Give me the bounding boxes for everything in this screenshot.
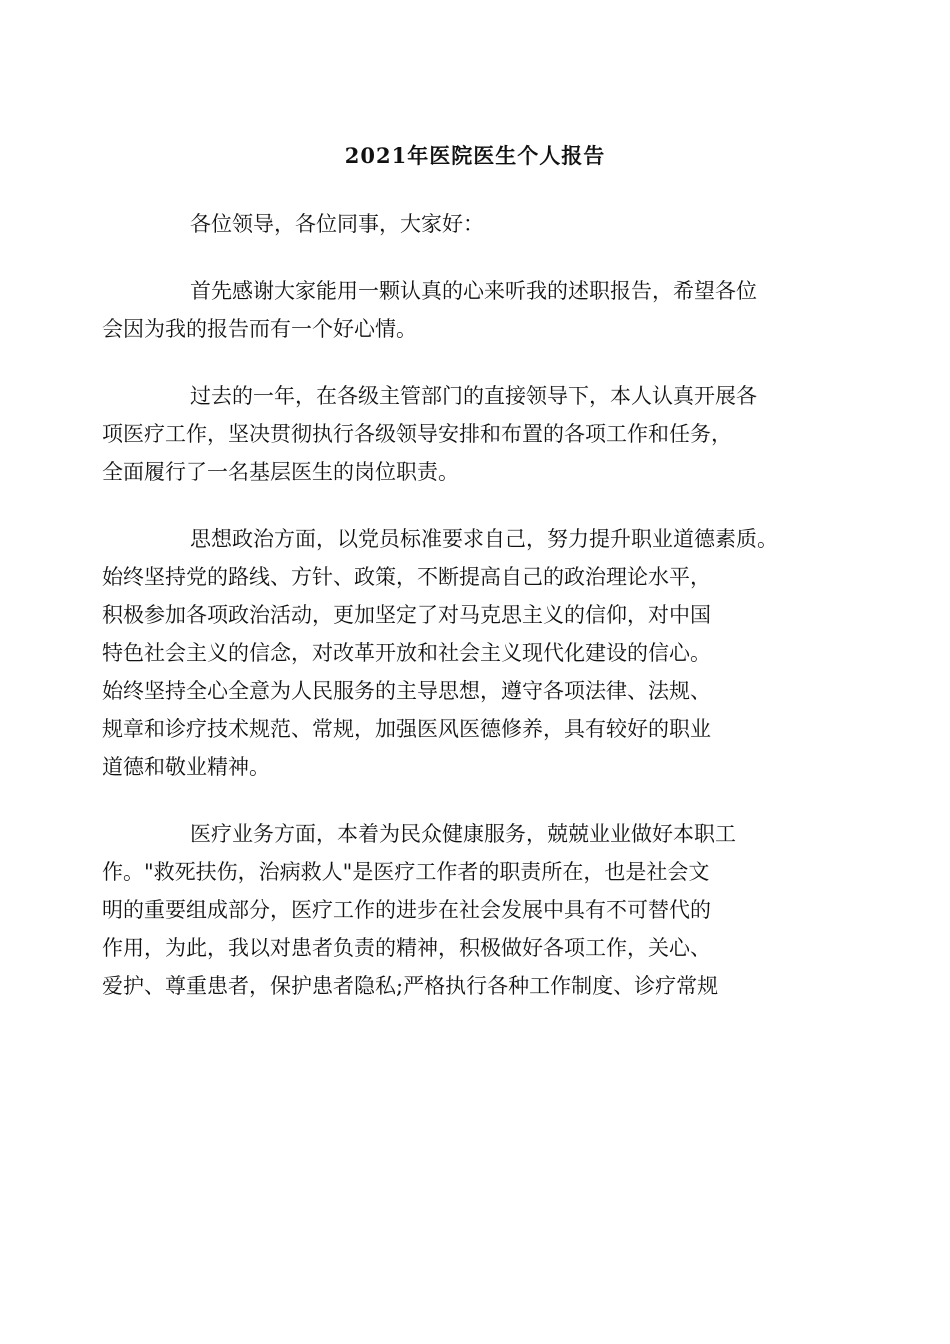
text-line: 思想政治方面，以党员标准要求自己，努力提升职业道德素质。 <box>190 527 778 551</box>
text-line: 始终坚持党的路线、方针、政策，不断提高自己的政治理论水平， <box>102 565 711 589</box>
paragraph-opening <box>102 272 806 348</box>
paragraph-political <box>102 520 806 786</box>
document-body <box>102 205 806 1034</box>
text-line: 过去的一年，在各级主管部门的直接领导下，本人认真开展各 <box>190 384 757 408</box>
text-line: 会因为我的报告而有一个好心情。 <box>102 317 417 341</box>
text-line: 规章和诊疗技术规范、常规，加强医风医德修养，具有较好的职业 <box>102 717 711 741</box>
text-line: 全面履行了一名基层医生的岗位职责。 <box>102 460 459 484</box>
text-line: 医疗业务方面，本着为民众健康服务，兢兢业业做好本职工 <box>190 822 736 846</box>
text-line: 始终坚持全心全意为人民服务的主导思想，遵守各项法律、法规、 <box>102 679 711 703</box>
text-line: 项医疗工作，坚决贯彻执行各级领导安排和布置的各项工作和任务， <box>102 422 732 446</box>
text-line: 爱护、尊重患者，保护患者隐私;严格执行各种工作制度、诊疗常规 <box>102 974 719 998</box>
text-line: 作用，为此，我以对患者负责的精神，积极做好各项工作，关心、 <box>102 936 711 960</box>
text-line: 道德和敬业精神。 <box>102 755 270 779</box>
paragraph-greeting <box>146 205 806 243</box>
text-line: 明的重要组成部分，医疗工作的进步在社会发展中具有不可替代的 <box>102 898 711 922</box>
text-line: 积极参加各项政治活动，更加坚定了对马克思主义的信仰，对中国 <box>102 603 711 627</box>
text-line: 首先感谢大家能用一颗认真的心来听我的述职报告，希望各位 <box>190 279 757 303</box>
document-title: 2021年医院医生个人报告 <box>344 143 606 168</box>
text-line: 特色社会主义的信念，对改革开放和社会主义现代化建设的信心。 <box>102 641 711 665</box>
paragraph-medical <box>102 815 806 1005</box>
text-line: 各位领导，各位同事，大家好： <box>190 212 484 236</box>
text-line: 作。"救死扶伤，治病救人"是医疗工作者的职责所在，也是社会文 <box>102 860 710 884</box>
paragraph-past-year <box>102 377 806 491</box>
